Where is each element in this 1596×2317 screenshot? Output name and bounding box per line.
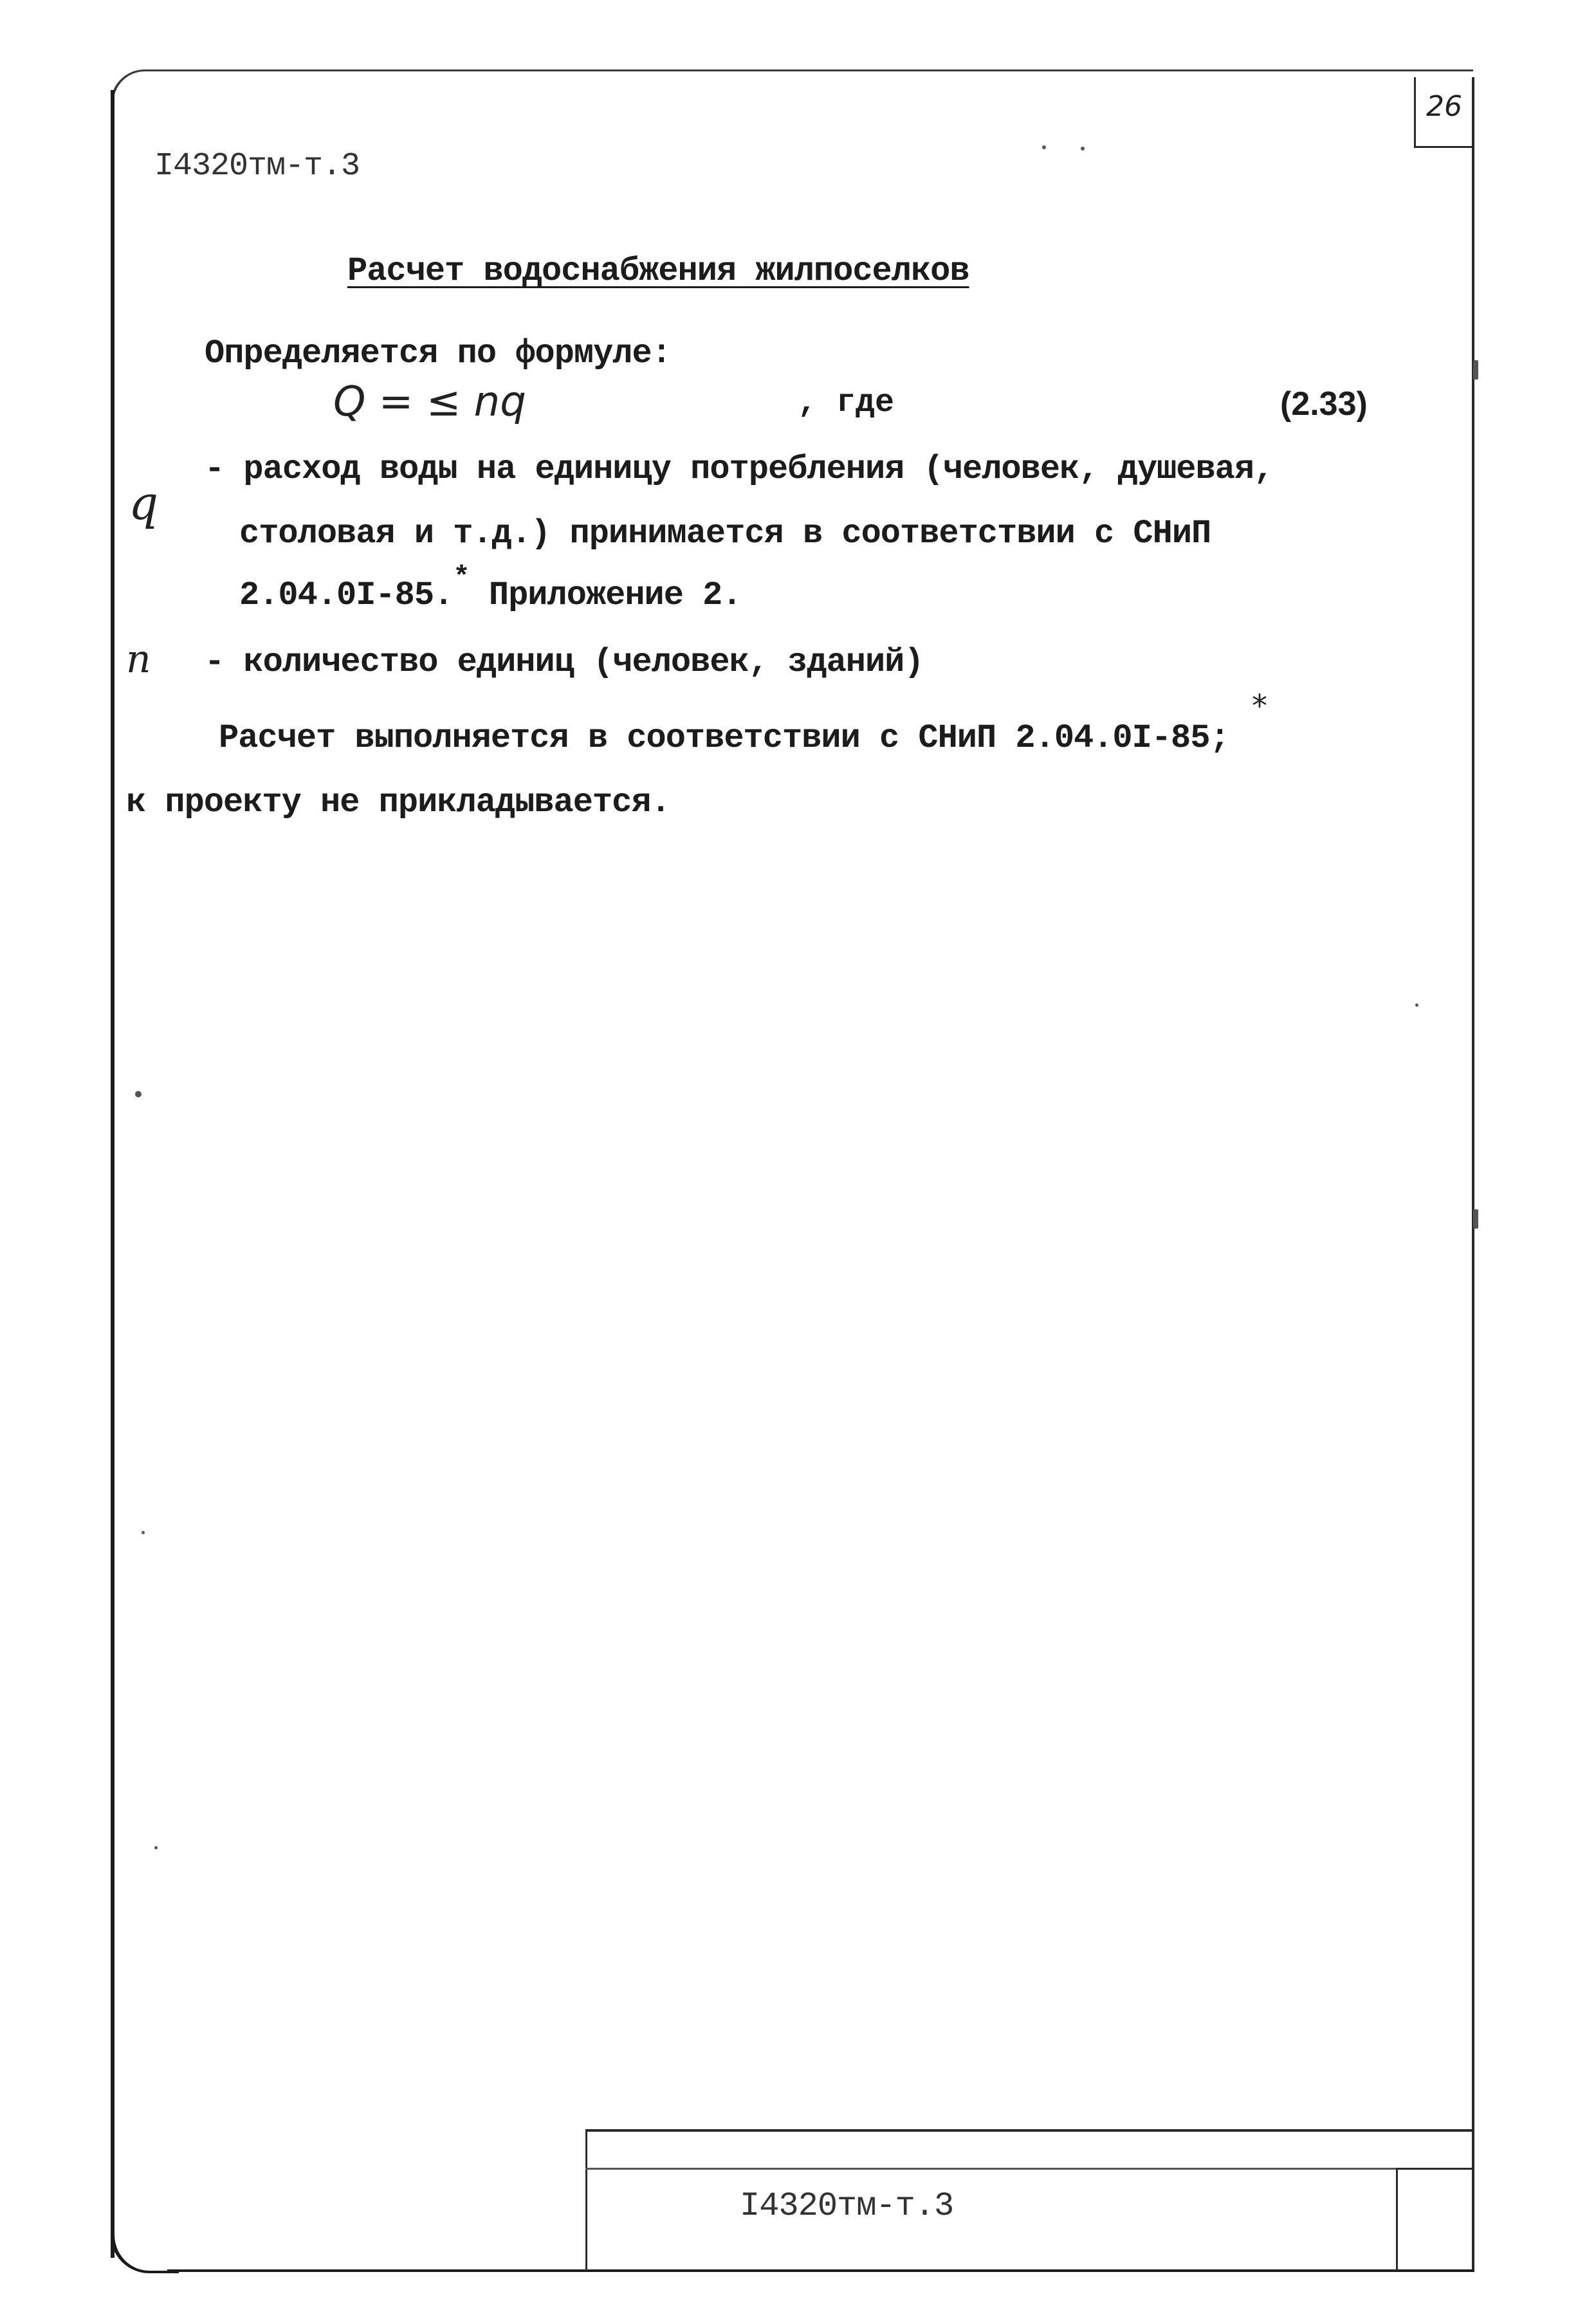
frame-right-border <box>1472 77 1474 2271</box>
scan-speck <box>1473 360 1478 380</box>
scan-speck <box>1081 147 1085 151</box>
definition-q-line1: - расход воды на единицу потребления (человек, душевая, <box>205 450 1274 488</box>
scan-speck <box>154 1846 158 1849</box>
document-code-header: I4320тм-т.3 <box>154 148 360 185</box>
formula-intro: Определяется по формуле: <box>205 334 671 372</box>
formula-number: (2.33) <box>1280 385 1368 423</box>
definition-q-line2: столовая и т.д.) принимается в соответствии с СНиП <box>239 515 1211 553</box>
scan-speck <box>1042 145 1046 149</box>
variable-n-symbol: n <box>126 637 151 682</box>
frame-bottom-left-corner <box>111 2232 179 2273</box>
title-block-stamp <box>585 2129 1474 2271</box>
formula-where: , где <box>798 385 895 421</box>
frame-left-border <box>111 90 115 2258</box>
scan-speck <box>135 1091 142 1097</box>
scan-speck <box>1415 1003 1418 1007</box>
footnote-star-conclusion: * <box>1252 688 1267 724</box>
frame-top-border <box>154 69 1473 71</box>
frame-top-left-corner <box>111 69 178 104</box>
scan-speck <box>1473 1209 1478 1229</box>
page-number: 26 <box>1426 90 1462 123</box>
conclusion-line1: Расчет выполняется в соответствии с СНиП 2.04.0I-85; <box>219 719 1229 757</box>
formula-expression: Q = ≤ nq <box>333 378 526 426</box>
scan-speck <box>142 1531 145 1534</box>
definition-q-line3 <box>239 562 742 614</box>
snip-code: 2.04.0I-85. <box>239 576 454 614</box>
conclusion-line2: к проекту не прикладывается. <box>126 783 670 821</box>
variable-q-symbol: q <box>129 476 159 530</box>
page-title: Расчет водоснабжения жилпоселков <box>347 252 969 290</box>
definition-n-text: - количество единиц (человек, зданий) <box>205 643 924 681</box>
appendix-reference: Приложение 2. <box>469 576 742 614</box>
title-block-sheet-cell <box>1396 2168 1474 2271</box>
title-block-document-code: I4320тм-т.3 <box>740 2187 954 2225</box>
footnote-star: * <box>453 562 470 594</box>
title-block-divider <box>585 2168 1474 2170</box>
